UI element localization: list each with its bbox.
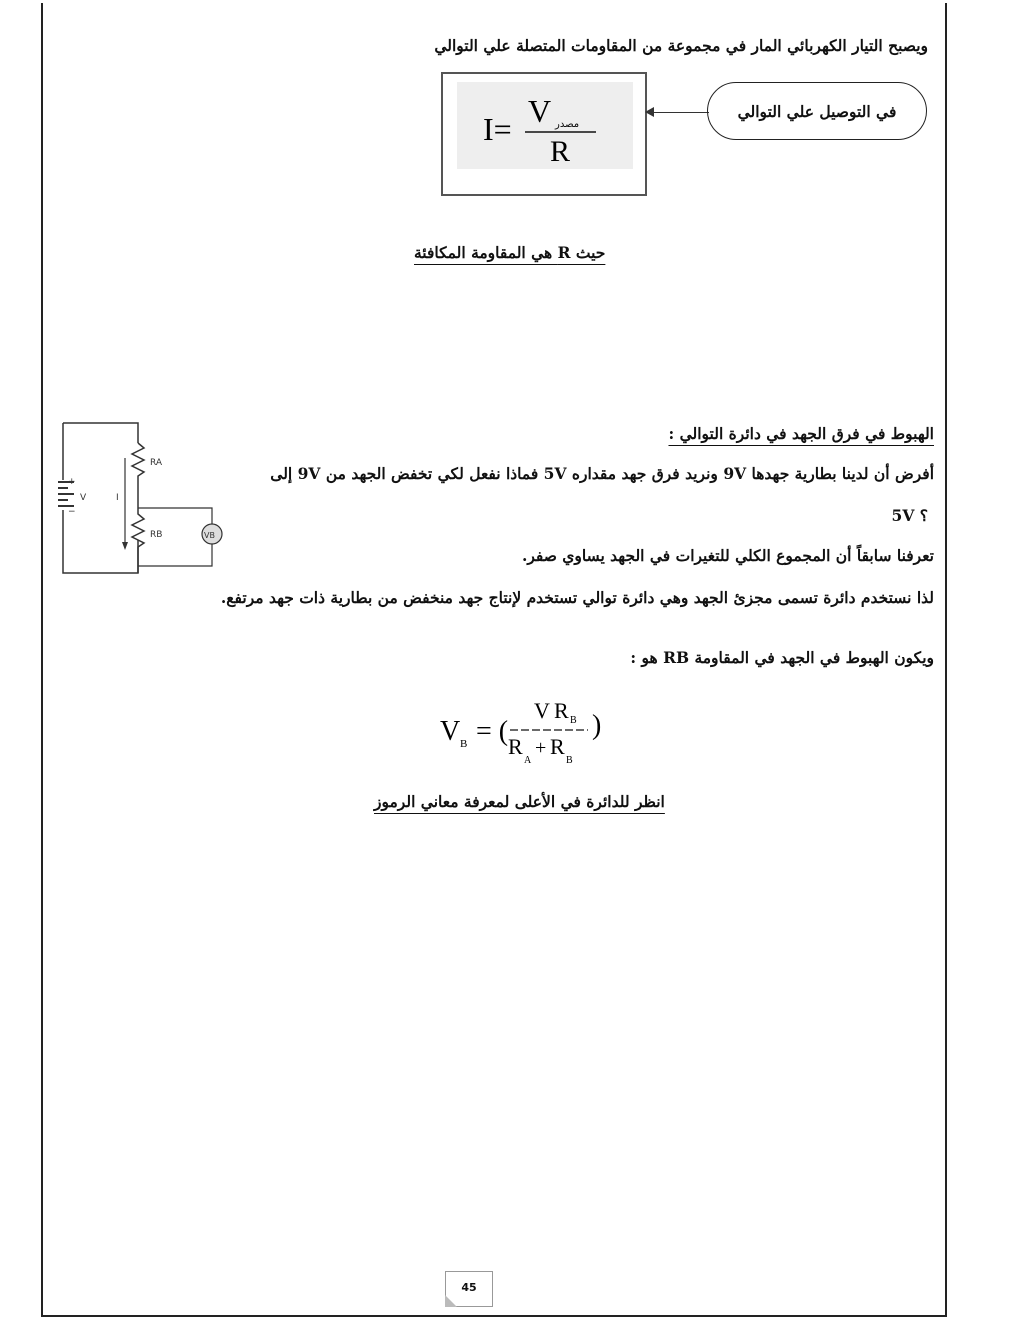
circuit-top-wire [63,423,138,443]
arrow-line [647,112,709,113]
formula-vb-lhs-sub: B [460,738,468,750]
equivalent-resistance-note: حيث R هي المقاومة المكافئة [414,243,606,262]
formula-vb-num-r: R [554,698,569,723]
current-arrow-icon [122,542,128,550]
voltage-divider-formula [438,690,658,770]
voltage-divider-statement: لذا نستخدم دائرة تسمى مجزئ الجهد وهي دائرة توالي تستخدم لإنتاج جهد منخفض من بطارية ذات جهد مرتفع. [220,588,934,607]
formula-vb-den-ra: R [508,734,523,759]
resistor-a-label: RA [150,458,163,468]
resistor-b-label: RB [150,530,163,540]
see-circuit-note: انظر للدائرة في الأعلى لمعرفة معاني الرموز [374,792,665,811]
question-line-1: أفرض أن لدينا بطارية جهدها 9V ونريد فرق جهد مقداره 5V فماذا نفعل لكي تخفض الجهد من 9V إلى [270,464,934,483]
voltmeter-label: VB [204,531,215,540]
arrow-head-icon [645,107,654,117]
formula-vb-num-r-sub: B [570,715,577,726]
voltmeter-top-wire [138,508,212,524]
page-number-label: 45 [461,1281,477,1294]
formula-vb-num-v: V [534,698,550,723]
current-label: I [116,493,119,503]
pill-label: في التوصيل علي التوالي [737,101,897,121]
battery-plus-label: + [68,477,76,487]
formula-vb-den-ra-sub: A [524,755,532,766]
battery-minus-label: − [68,507,76,517]
formula-denominator: R [550,135,571,168]
question-line-2: 5V ؟ [891,506,928,525]
formula-numerator: V [528,93,552,129]
formula-vb-den-plus: + [535,737,547,759]
formula-numerator-subscript: مصدر [555,119,580,130]
battery-voltage-label: V [80,493,87,503]
formula-vb-den-rb-sub: B [566,755,573,766]
circuit-bottom-wire [63,510,138,573]
formula-lhs: I= [483,111,512,147]
formula-vb-equals: = ( [476,716,509,747]
formula-vb-close: ) [592,710,602,741]
formula-vb-den-rb: R [550,734,565,759]
page-fold-icon [445,1295,457,1307]
resistor-b-icon [132,508,144,573]
voltage-divider-circuit [58,418,238,578]
section-heading: الهبوط في فرق الجهد في دائرة التوالي : [668,424,934,443]
current-formula [443,74,649,198]
voltage-drop-statement: ويكون الهبوط في الجهد في المقاومة RB هو : [630,648,934,667]
known-statement: تعرفنا سابقاً أن المجموع الكلي للتغيرات في الجهد يساوي صفر. [521,546,934,565]
intro-line: ويصبح التيار الكهربائي المار في مجموعة من المقاومات المتصلة علي التوالي [434,36,928,55]
resistor-a-icon [132,443,144,508]
series-connection-pill [707,82,927,140]
current-formula-box [441,72,647,196]
formula-vb-lhs: V [440,716,461,747]
voltmeter-bottom-wire [138,544,212,566]
